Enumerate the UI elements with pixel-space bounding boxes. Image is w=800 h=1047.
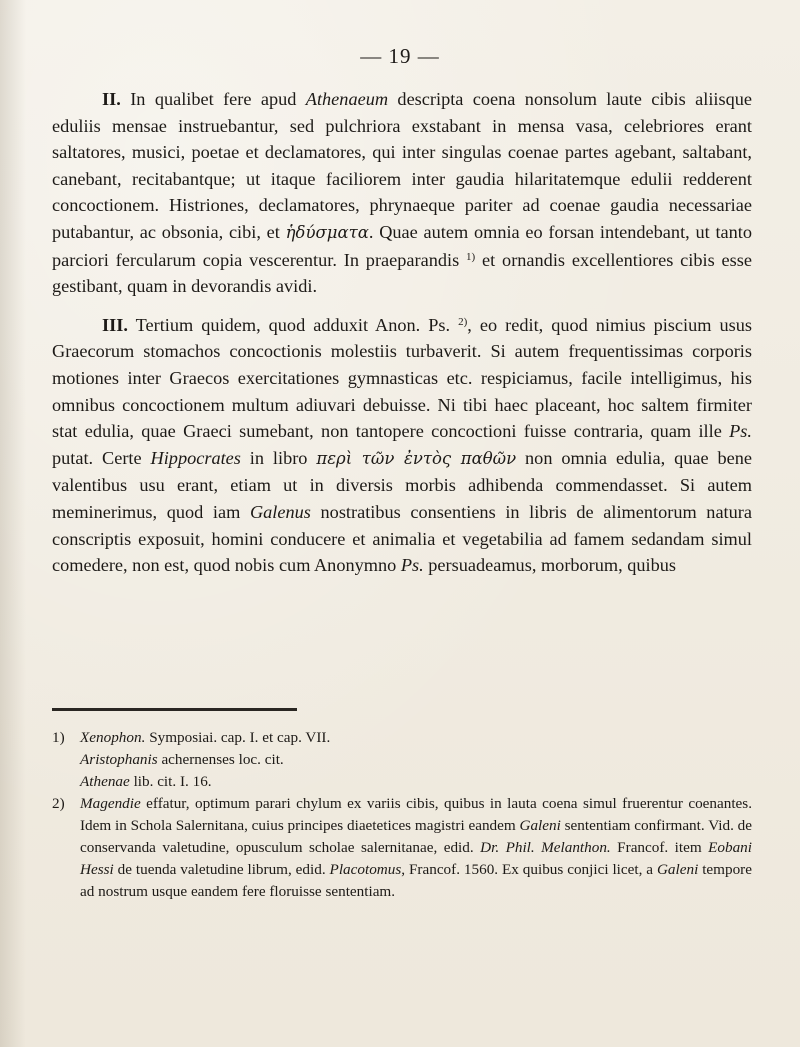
text-run: Tertium quidem, quod adduxit Anon. Ps.: [135, 314, 459, 335]
greek-term: ἡδύσματα: [285, 222, 369, 242]
text-run: in libro: [240, 447, 317, 468]
paragraph-section-2: [52, 86, 752, 300]
author-galeni: Galeni: [656, 861, 699, 878]
author-eobani-hessi: Eobani Hessi: [80, 839, 752, 878]
author-athenae: Athenae: [80, 773, 130, 790]
citation-athenaeum: Athenaeum: [305, 89, 389, 109]
footnote-line: [80, 749, 752, 771]
page-number-header: — 19 —: [360, 44, 440, 68]
text-run: persuadeamus, morborum, quibus: [423, 555, 677, 576]
abbrev-ps: Ps.: [729, 421, 752, 442]
text-run: . Quae autem omnia eo forsan intendebant, ut tanto parciori fercularum copia vescerentur. In praeparandis: [52, 221, 752, 270]
author-magendie: Magendie: [80, 795, 141, 812]
text-run: Symposiai. cap. I. et cap. VII.: [145, 729, 331, 746]
footnote-1: [52, 727, 752, 793]
section-number: III.: [102, 314, 128, 335]
abbrev-ps: Ps.: [400, 555, 424, 576]
paragraph-section-3: [52, 312, 752, 579]
author-galeni: Galeni: [519, 817, 561, 834]
author-xenophon: Xenophon.: [80, 729, 146, 746]
citation-hippocrates: Hippocrates: [150, 447, 241, 468]
footnote-reference-1[interactable]: 1): [466, 250, 476, 263]
text-run: nostratibus consentiens in libris de alimentorum natura conscriptis exposuit, homini conducere et animalia et vegetabilia ad famem sedandam simul comedere, non est, quod nobis cum Anonymno: [52, 501, 752, 576]
section-number: II.: [102, 89, 121, 109]
footnote-marker: 1): [52, 729, 65, 746]
author-aristophanis: Aristophanis: [80, 751, 158, 768]
text-run: sententiam confirmant. Vid. de conservanda valetudine, opusculum scholae salernitanae, edid.: [80, 817, 752, 856]
text-run: , eo redit, quod nimius piscium usus Graecorum stomachos concoctionis molestiis turbaverit. Si autem frequentissimas corporis motiones inter Graecos exercitationes gymnasticas etc. respiciamus, facile intelligimus, his omnibus concoctionem multum adiuvari debuisse. Ni tibi haec placeant, hoc saltem firmiter stat edulia, quae Graeci sumebant, non tantopere concoctioni fuisse contraria, quam ille: [52, 314, 752, 442]
text-run: tempore ad nostrum usque eandem fere floruisse sententiam.: [80, 861, 752, 900]
footnote-marker: 2): [52, 795, 65, 812]
text-run: et ornandis excellentiores cibis esse gestibant, quam in devorandis avidi.: [52, 249, 753, 297]
editor-melanthon: Dr. Phil. Melanthon.: [480, 839, 611, 856]
text-run: , Francof. 1560. Ex quibus conjici licet, a: [401, 861, 657, 878]
footnote-separator: [52, 708, 297, 711]
footnotes: [52, 727, 752, 903]
text-run: de tuenda valetudine librum, edid.: [113, 861, 330, 878]
text-run: putat. Certe: [52, 447, 151, 468]
footnote-reference-2[interactable]: 2): [458, 315, 468, 328]
editor-placotomus: Placotomus: [329, 861, 402, 878]
main-text: [52, 86, 752, 579]
footnote-line: [80, 727, 752, 749]
text-run: lib. cit. I. 16.: [129, 773, 212, 790]
text-run: achernenses loc. cit.: [157, 751, 284, 768]
text-run: Francof. item: [610, 839, 709, 856]
greek-title: περὶ τῶν ἐντὸς παθῶν: [316, 448, 517, 468]
page-edge-shadow: [0, 0, 26, 1047]
footnote-line: [80, 771, 752, 793]
text-run: effatur, optimum parari chylum ex variis cibis, quibus in lauta coena simul fruerentur coenantes. Idem in Schola Salernitana, cuius principes diaetetices magistri eandem: [80, 795, 752, 834]
text-run: descripta coena nonsolum laute cibis aliisque eduliis mensae instruebantur, sed pulchriora exstabant in mensa vasa, celebriores erant saltatores, musici, poetae et declamatores, qui inter singulas coenae partes agebant, saltabant, canebant, recitabantque; ut itaque faciliorem inter gaudia hilaritatemque edulii redderent concoctionem. Histriones, declamatores, phrynaeque pariter ad coenae gaudia necessariae putabantur, ac obsonia, cibi, et: [52, 89, 752, 242]
footnote-2: [52, 793, 752, 903]
text-run: non omnia edulia, quae bene valentibus usu erant, etiam ut in diversis morbis adhibenda commendasset. Si autem meminerimus, quod iam: [52, 447, 752, 522]
citation-galenus: Galenus: [249, 501, 311, 522]
text-run: In qualibet fere apud: [130, 89, 306, 109]
